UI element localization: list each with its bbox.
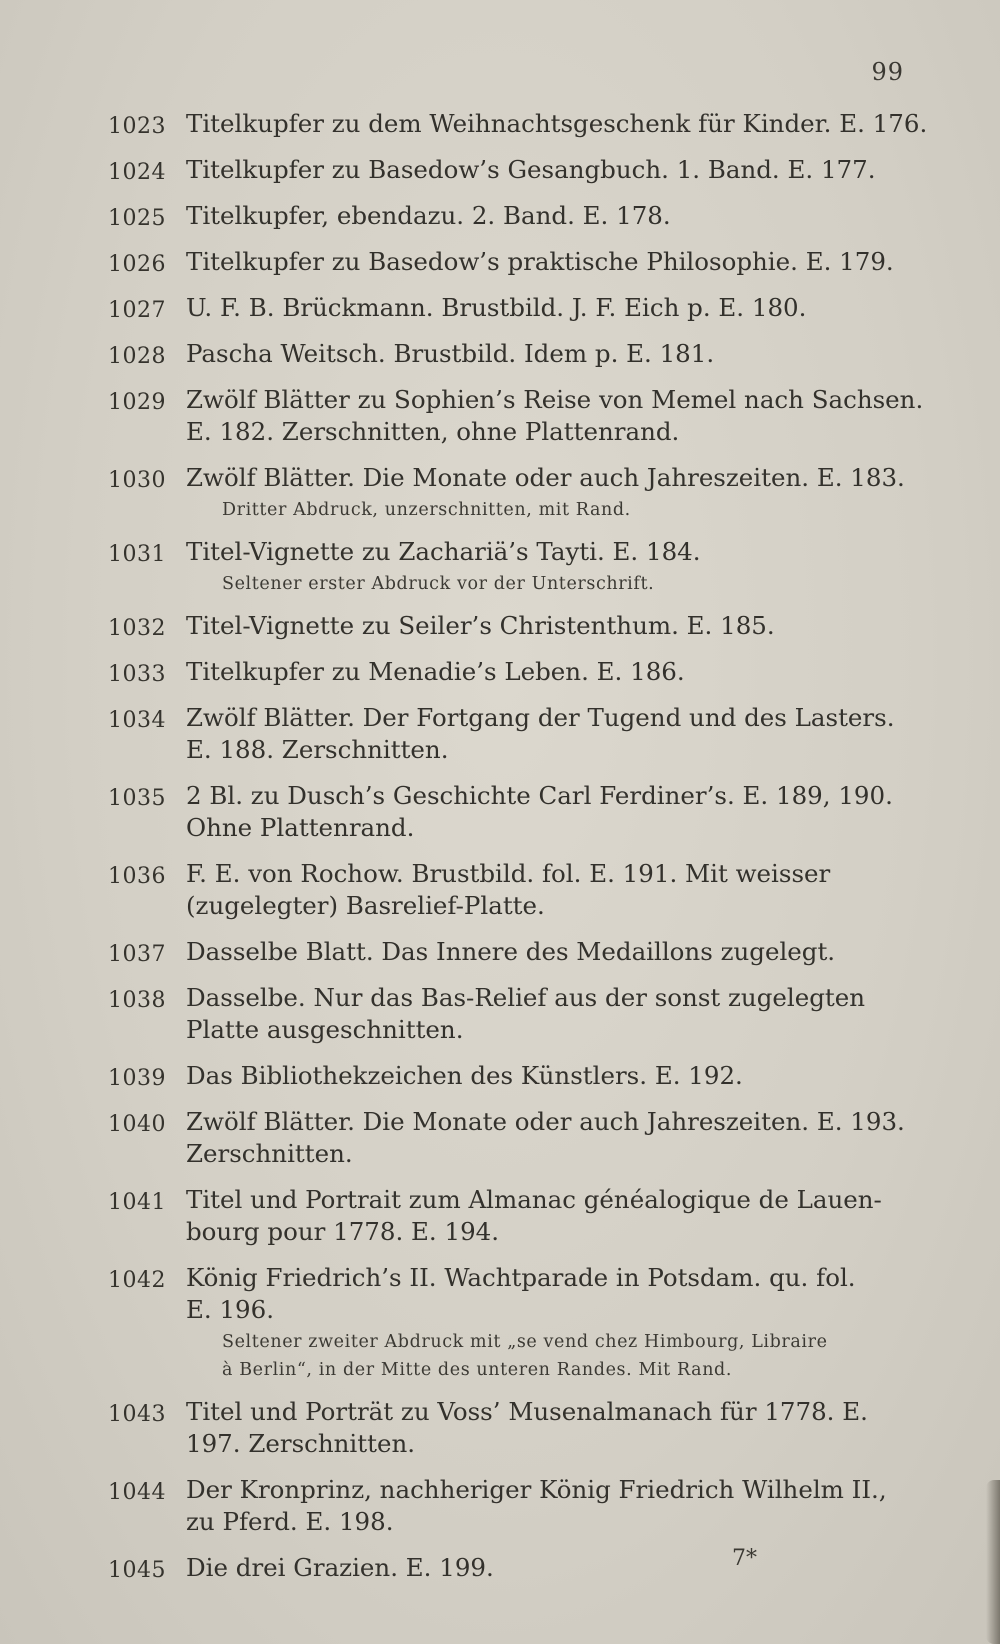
entry-text-line: bourg pour 1778. E. 194. bbox=[186, 1217, 500, 1246]
catalogue-entry bbox=[108, 982, 908, 1046]
catalogue-entry bbox=[108, 246, 908, 278]
catalogue-entry bbox=[108, 1184, 908, 1248]
entry-text-line: Das Bibliothekzeichen des Künstlers. E. 192. bbox=[186, 1061, 743, 1090]
entry-number: 1038 bbox=[108, 988, 166, 1013]
catalogue-entry bbox=[108, 936, 908, 968]
entry-note: Seltener erster Abdruck vor der Unterschrift. bbox=[222, 574, 655, 594]
entry-number: 1031 bbox=[108, 542, 166, 567]
entry-text-line: E. 196. bbox=[186, 1295, 275, 1324]
entry-text-line: 197. Zerschnitten. bbox=[186, 1429, 416, 1458]
entry-number: 1045 bbox=[108, 1558, 166, 1583]
entry-text-line: Die drei Grazien. E. 199. bbox=[186, 1553, 494, 1582]
entry-text-line: Ohne Plattenrand. bbox=[186, 813, 415, 842]
entry-number: 1026 bbox=[108, 252, 166, 277]
entry-text-line: Titelkupfer zu dem Weihnachtsgeschenk für Kinder. E. 176. bbox=[186, 109, 928, 138]
entry-number: 1030 bbox=[108, 468, 166, 493]
catalogue-entry bbox=[108, 1060, 908, 1092]
entry-text-line: Titel und Portrait zum Almanac généalogique de Lauen- bbox=[186, 1185, 882, 1214]
entry-note: Dritter Abdruck, unzerschnitten, mit Rand. bbox=[222, 500, 631, 520]
catalogue-entry bbox=[108, 702, 908, 766]
entry-number: 1043 bbox=[108, 1402, 166, 1427]
catalogue-entry bbox=[108, 384, 924, 448]
page-edge-shadow bbox=[986, 1480, 1000, 1644]
signature-mark: 7* bbox=[732, 1546, 757, 1571]
entry-number: 1023 bbox=[108, 114, 166, 139]
catalogue-entry bbox=[108, 858, 908, 922]
catalogue-entry bbox=[108, 1262, 908, 1382]
entry-number: 1035 bbox=[108, 786, 166, 811]
entry-number: 1042 bbox=[108, 1268, 166, 1293]
entry-note: Seltener zweiter Abdruck mit „se vend chez Himbourg, Libraire bbox=[222, 1332, 828, 1352]
catalogue-entry bbox=[108, 462, 908, 522]
entry-number: 1024 bbox=[108, 160, 166, 185]
entry-number: 1040 bbox=[108, 1112, 166, 1137]
entry-text-line: Pascha Weitsch. Brustbild. Idem p. E. 181. bbox=[186, 339, 715, 368]
entry-text-line: Titel-Vignette zu Seiler’s Christenthum. E. 185. bbox=[186, 611, 775, 640]
page-number: 99 bbox=[871, 58, 904, 86]
entry-text-line: Zwölf Blätter zu Sophien’s Reise von Memel nach Sachsen. bbox=[186, 385, 924, 414]
catalogue-entries bbox=[108, 108, 928, 1598]
catalogue-entry bbox=[108, 1552, 908, 1584]
entry-text-line: König Friedrich’s II. Wachtparade in Potsdam. qu. fol. bbox=[186, 1263, 856, 1292]
entry-number: 1037 bbox=[108, 942, 166, 967]
entry-text-line: Titelkupfer zu Basedow’s Gesangbuch. 1. Band. E. 177. bbox=[186, 155, 876, 184]
entry-text-line: F. E. von Rochow. Brustbild. fol. E. 191. Mit weisser bbox=[186, 859, 831, 888]
catalogue-entry bbox=[108, 656, 908, 688]
entry-text-line: Zwölf Blätter. Die Monate oder auch Jahreszeiten. E. 193. bbox=[186, 1107, 905, 1136]
entry-text-line: 2 Bl. zu Dusch’s Geschichte Carl Ferdiner’s. E. 189, 190. bbox=[186, 781, 893, 810]
entry-number: 1032 bbox=[108, 616, 166, 641]
entry-number: 1044 bbox=[108, 1480, 166, 1505]
entry-number: 1041 bbox=[108, 1190, 166, 1215]
catalogue-entry bbox=[108, 536, 908, 596]
entry-number: 1029 bbox=[108, 390, 166, 415]
entry-text-line: Zwölf Blätter. Der Fortgang der Tugend und des Lasters. bbox=[186, 703, 895, 732]
catalogue-entry bbox=[108, 780, 908, 844]
catalogue-entry bbox=[108, 338, 908, 370]
entry-text-line: Titel und Porträt zu Voss’ Musenalmanach für 1778. E. bbox=[186, 1397, 868, 1426]
catalogue-entry bbox=[108, 154, 908, 186]
catalogue-entry bbox=[108, 1106, 908, 1170]
entry-text-line: E. 182. Zerschnitten, ohne Plattenrand. bbox=[186, 417, 680, 446]
catalogue-entry bbox=[108, 108, 928, 140]
catalogue-entry bbox=[108, 292, 908, 324]
catalogue-entry bbox=[108, 1396, 908, 1460]
entry-text-line: Zerschnitten. bbox=[186, 1139, 353, 1168]
entry-number: 1028 bbox=[108, 344, 166, 369]
entry-note: à Berlin“, in der Mitte des unteren Randes. Mit Rand. bbox=[222, 1360, 733, 1380]
entry-text-line: Der Kronprinz, nachheriger König Friedrich Wilhelm II., bbox=[186, 1475, 887, 1504]
entry-text-line: Titelkupfer zu Basedow’s praktische Philosophie. E. 179. bbox=[186, 247, 894, 276]
entry-number: 1025 bbox=[108, 206, 166, 231]
entry-text-line: zu Pferd. E. 198. bbox=[186, 1507, 394, 1536]
entry-text-line: Titelkupfer, ebendazu. 2. Band. E. 178. bbox=[186, 201, 671, 230]
catalogue-entry bbox=[108, 610, 908, 642]
entry-number: 1039 bbox=[108, 1066, 166, 1091]
entry-text-line: U. F. B. Brückmann. Brustbild. J. F. Eich p. E. 180. bbox=[186, 293, 807, 322]
entry-number: 1033 bbox=[108, 662, 166, 687]
entry-number: 1027 bbox=[108, 298, 166, 323]
entry-number: 1034 bbox=[108, 708, 166, 733]
catalogue-entry bbox=[108, 1474, 908, 1538]
entry-text-line: E. 188. Zerschnitten. bbox=[186, 735, 449, 764]
entry-text-line: Platte ausgeschnitten. bbox=[186, 1015, 464, 1044]
catalogue-entry bbox=[108, 200, 908, 232]
entry-text-line: (zugelegter) Basrelief-Platte. bbox=[186, 891, 545, 920]
entry-text-line: Dasselbe. Nur das Bas-Relief aus der sonst zugelegten bbox=[186, 983, 866, 1012]
entry-text-line: Titel-Vignette zu Zachariä’s Tayti. E. 184. bbox=[186, 537, 701, 566]
entry-number: 1036 bbox=[108, 864, 166, 889]
entry-text-line: Titelkupfer zu Menadie’s Leben. E. 186. bbox=[186, 657, 685, 686]
entry-text-line: Zwölf Blätter. Die Monate oder auch Jahreszeiten. E. 183. bbox=[186, 463, 905, 492]
entry-text-line: Dasselbe Blatt. Das Innere des Medaillons zugelegt. bbox=[186, 937, 836, 966]
